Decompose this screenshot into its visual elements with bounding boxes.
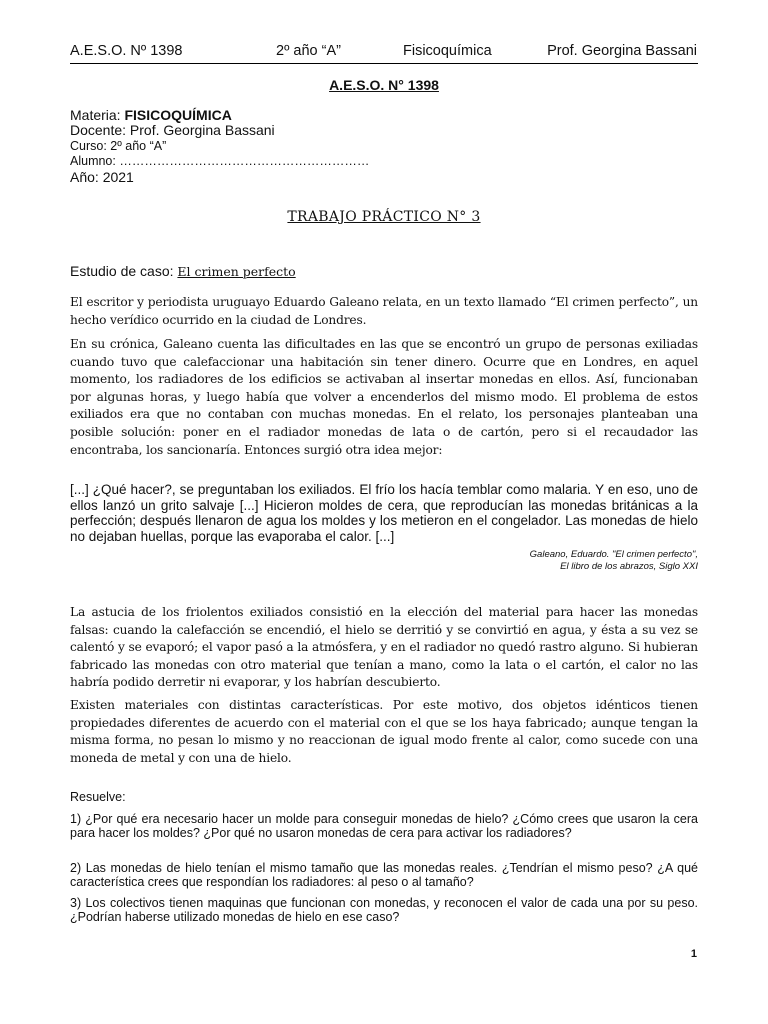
question-2: 2) Las monedas de hielo tenían el mismo tamaño que las monedas reales. ¿Tendrían el mismo peso? ¿A qué característica crees que respondían los radiadores: al peso o al tamaño? [70,861,698,889]
paragraph-explanation: La astucia de los friolentos exiliados consistió en la elección del material para hacer las monedas falsas: cuando la calefacción se encendió, el hielo se derritió y se convirtió en agua, y ésta a su vez se calentó y se evaporó; el vapor pasó a la atmósfera, y en el radiador no quedó rastro alguno. Si hubieran fabricado las monedas con otro material que tenían a mano, como la lata o el cartón, el calor no las habría podido derretir ni evaporar, y los habrían descubierto. [70,605,698,690]
materia-value: FISICOQUÍMICA [124,107,232,123]
case-study-heading [70,263,296,281]
citation-line-1: Galeano, Eduardo. "El crimen perfecto", [529,549,698,560]
info-curso: Curso: 2º año “A” [70,139,167,153]
question-1: 1) ¿Por qué era necesario hacer un molde para conseguir monedas de hielo? ¿Cómo crees que usaron la cera para hacer los moldes? ¿Por qué no usaron monedas de cera para activar los radiadores? [70,812,698,840]
resuelve-heading: Resuelve: [70,790,126,804]
header-course: 2º año “A” [276,43,341,59]
info-alumno: Alumno: …………………………………………………… [70,154,370,168]
paragraph-intro: El escritor y periodista uruguayo Eduardo Galeano relata, en un texto llamado “El crimen perfecto”, un hecho verídico ocurrido en la ciudad de Londres. [70,295,698,327]
case-study-title: El crimen perfecto [177,264,296,279]
page-number: 1 [690,948,697,960]
practice-title: TRABAJO PRÁCTICO N° 3 [287,209,481,225]
page-header [70,41,698,64]
paragraph-chronicle: En su crónica, Galeano cuenta las dificultades en las que se encontró un grupo de personas exiliadas cuando tuvo que calefaccionar una habitación sin tener dinero. Ocurre que en Londres, en aquel momento, los radiadores de los edificios se activaban al insertar monedas en ellos. Así, funcionaban por algunas horas, y luego había que volver a encenderlos del mismo modo. El problema de estos exiliados era que no contaban con muchas monedas. En el relato, los personajes planteaban una posible solución: poner en el radiador monedas de lata o de cartón, pero si el recaudador las encontraba, los sancionaría. Entonces surgió otra idea mejor: [70,337,698,457]
galeano-quote: [...] ¿Qué hacer?, se preguntaban los exiliados. El frío los hacía temblar como malaria. Y en eso, uno de ellos lanzó un grito salvaje [...] Hicieron moldes de cera, que reproducían las monedas británicas a la perfección; después llenaron de agua los moldes y los metieron en el congelador. Las monedas de hielo no dejaban huellas, porque las evaporaba el calor. [...] [70,482,698,544]
header-teacher: Prof. Georgina Bassani [547,43,697,59]
school-title: A.E.S.O. N° 1398 [329,77,439,93]
header-subject: Fisicoquímica [403,43,492,59]
info-docente: Docente: Prof. Georgina Bassani [70,122,275,138]
info-anio: Año: 2021 [70,169,134,185]
info-materia [70,108,232,123]
case-study-label: Estudio de caso: [70,263,178,279]
materia-label: Materia: [70,107,125,123]
paragraph-materials: Existen materiales con distintas características. Por este motivo, dos objetos idénticos tienen propiedades diferentes de acuerdo con el material con el que se los haya fabricado; aunque tengan la misma forma, no pesan lo mismo y no reaccionan de igual modo frente al calor, como sucede con una moneda de metal y con una de hielo. [70,698,698,765]
header-school: A.E.S.O. Nº 1398 [70,43,183,59]
citation-line-2: El libro de los abrazos, Siglo XXI [560,561,698,572]
question-3: 3) Los colectivos tienen maquinas que funcionan con monedas, y reconocen el valor de cada una por su peso. ¿Podrían haberse utilizado monedas de hielo en ese caso? [70,896,698,924]
quote-citation [298,549,698,573]
